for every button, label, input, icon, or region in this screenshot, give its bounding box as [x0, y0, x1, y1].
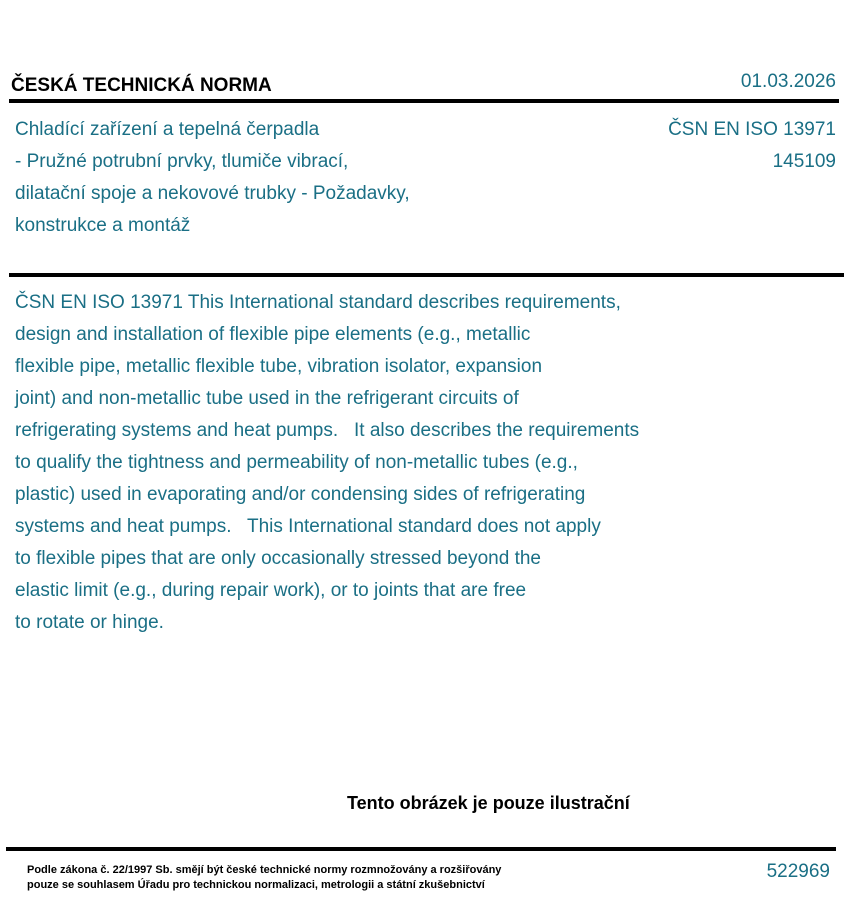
document-title [15, 114, 410, 242]
abstract-line: to rotate or hinge. [15, 612, 164, 633]
abstract-line: joint) and non-metallic tube used in the refrigerant circuits of [15, 388, 519, 409]
legal-line: pouze se souhlasem Úřadu pro technickou normalizaci, metrologii a státní zkušebnictví [27, 879, 485, 891]
middle-divider [9, 273, 844, 277]
abstract-line: ČSN EN ISO 13971 This International standard describes requirements, [15, 292, 621, 313]
standard-identifiers [668, 114, 836, 178]
abstract-line: to qualify the tightness and permeability of non-metallic tubes (e.g., [15, 452, 578, 473]
document-title-line: Chladící zařízení a tepelná čerpadla [15, 119, 320, 140]
abstract-line: refrigerating systems and heat pumps. It also describes the requirements [15, 420, 640, 441]
abstract-line: elastic limit (e.g., during repair work), or to joints that are free [15, 580, 527, 601]
abstract-line: design and installation of flexible pipe elements (e.g., metallic [15, 324, 531, 345]
abstract-text [15, 287, 639, 639]
abstract-line: plastic) used in evaporating and/or condensing sides of refrigerating [15, 484, 586, 505]
top-divider [9, 99, 839, 103]
document-title-line: dilatační spoje a nekovové trubky - Požadavky, [15, 183, 410, 204]
abstract-line: systems and heat pumps. This International standard does not apply [15, 516, 601, 537]
document-title-line: - Pružné potrubní prvky, tlumiče vibrací, [15, 151, 349, 172]
abstract-line: to flexible pipes that are only occasionally stressed beyond the [15, 548, 541, 569]
publication-date: 01.03.2026 [740, 71, 836, 92]
bottom-divider [6, 847, 836, 851]
class-number: 145109 [772, 151, 836, 172]
legal-notice [27, 863, 501, 893]
illustrative-notice: Tento obrázek je pouze ilustrační [347, 793, 630, 813]
norm-header-title: ČESKÁ TECHNICKÁ NORMA [11, 75, 272, 96]
abstract-line: flexible pipe, metallic flexible tube, vibration isolator, expansion [15, 356, 543, 377]
legal-line: Podle zákona č. 22/1997 Sb. smějí být české technické normy rozmnožovány a rozšiřovány [27, 864, 502, 876]
document-title-line: konstrukce a montáž [15, 215, 191, 236]
standard-code: ČSN EN ISO 13971 [668, 119, 836, 140]
catalog-number: 522969 [766, 861, 830, 882]
